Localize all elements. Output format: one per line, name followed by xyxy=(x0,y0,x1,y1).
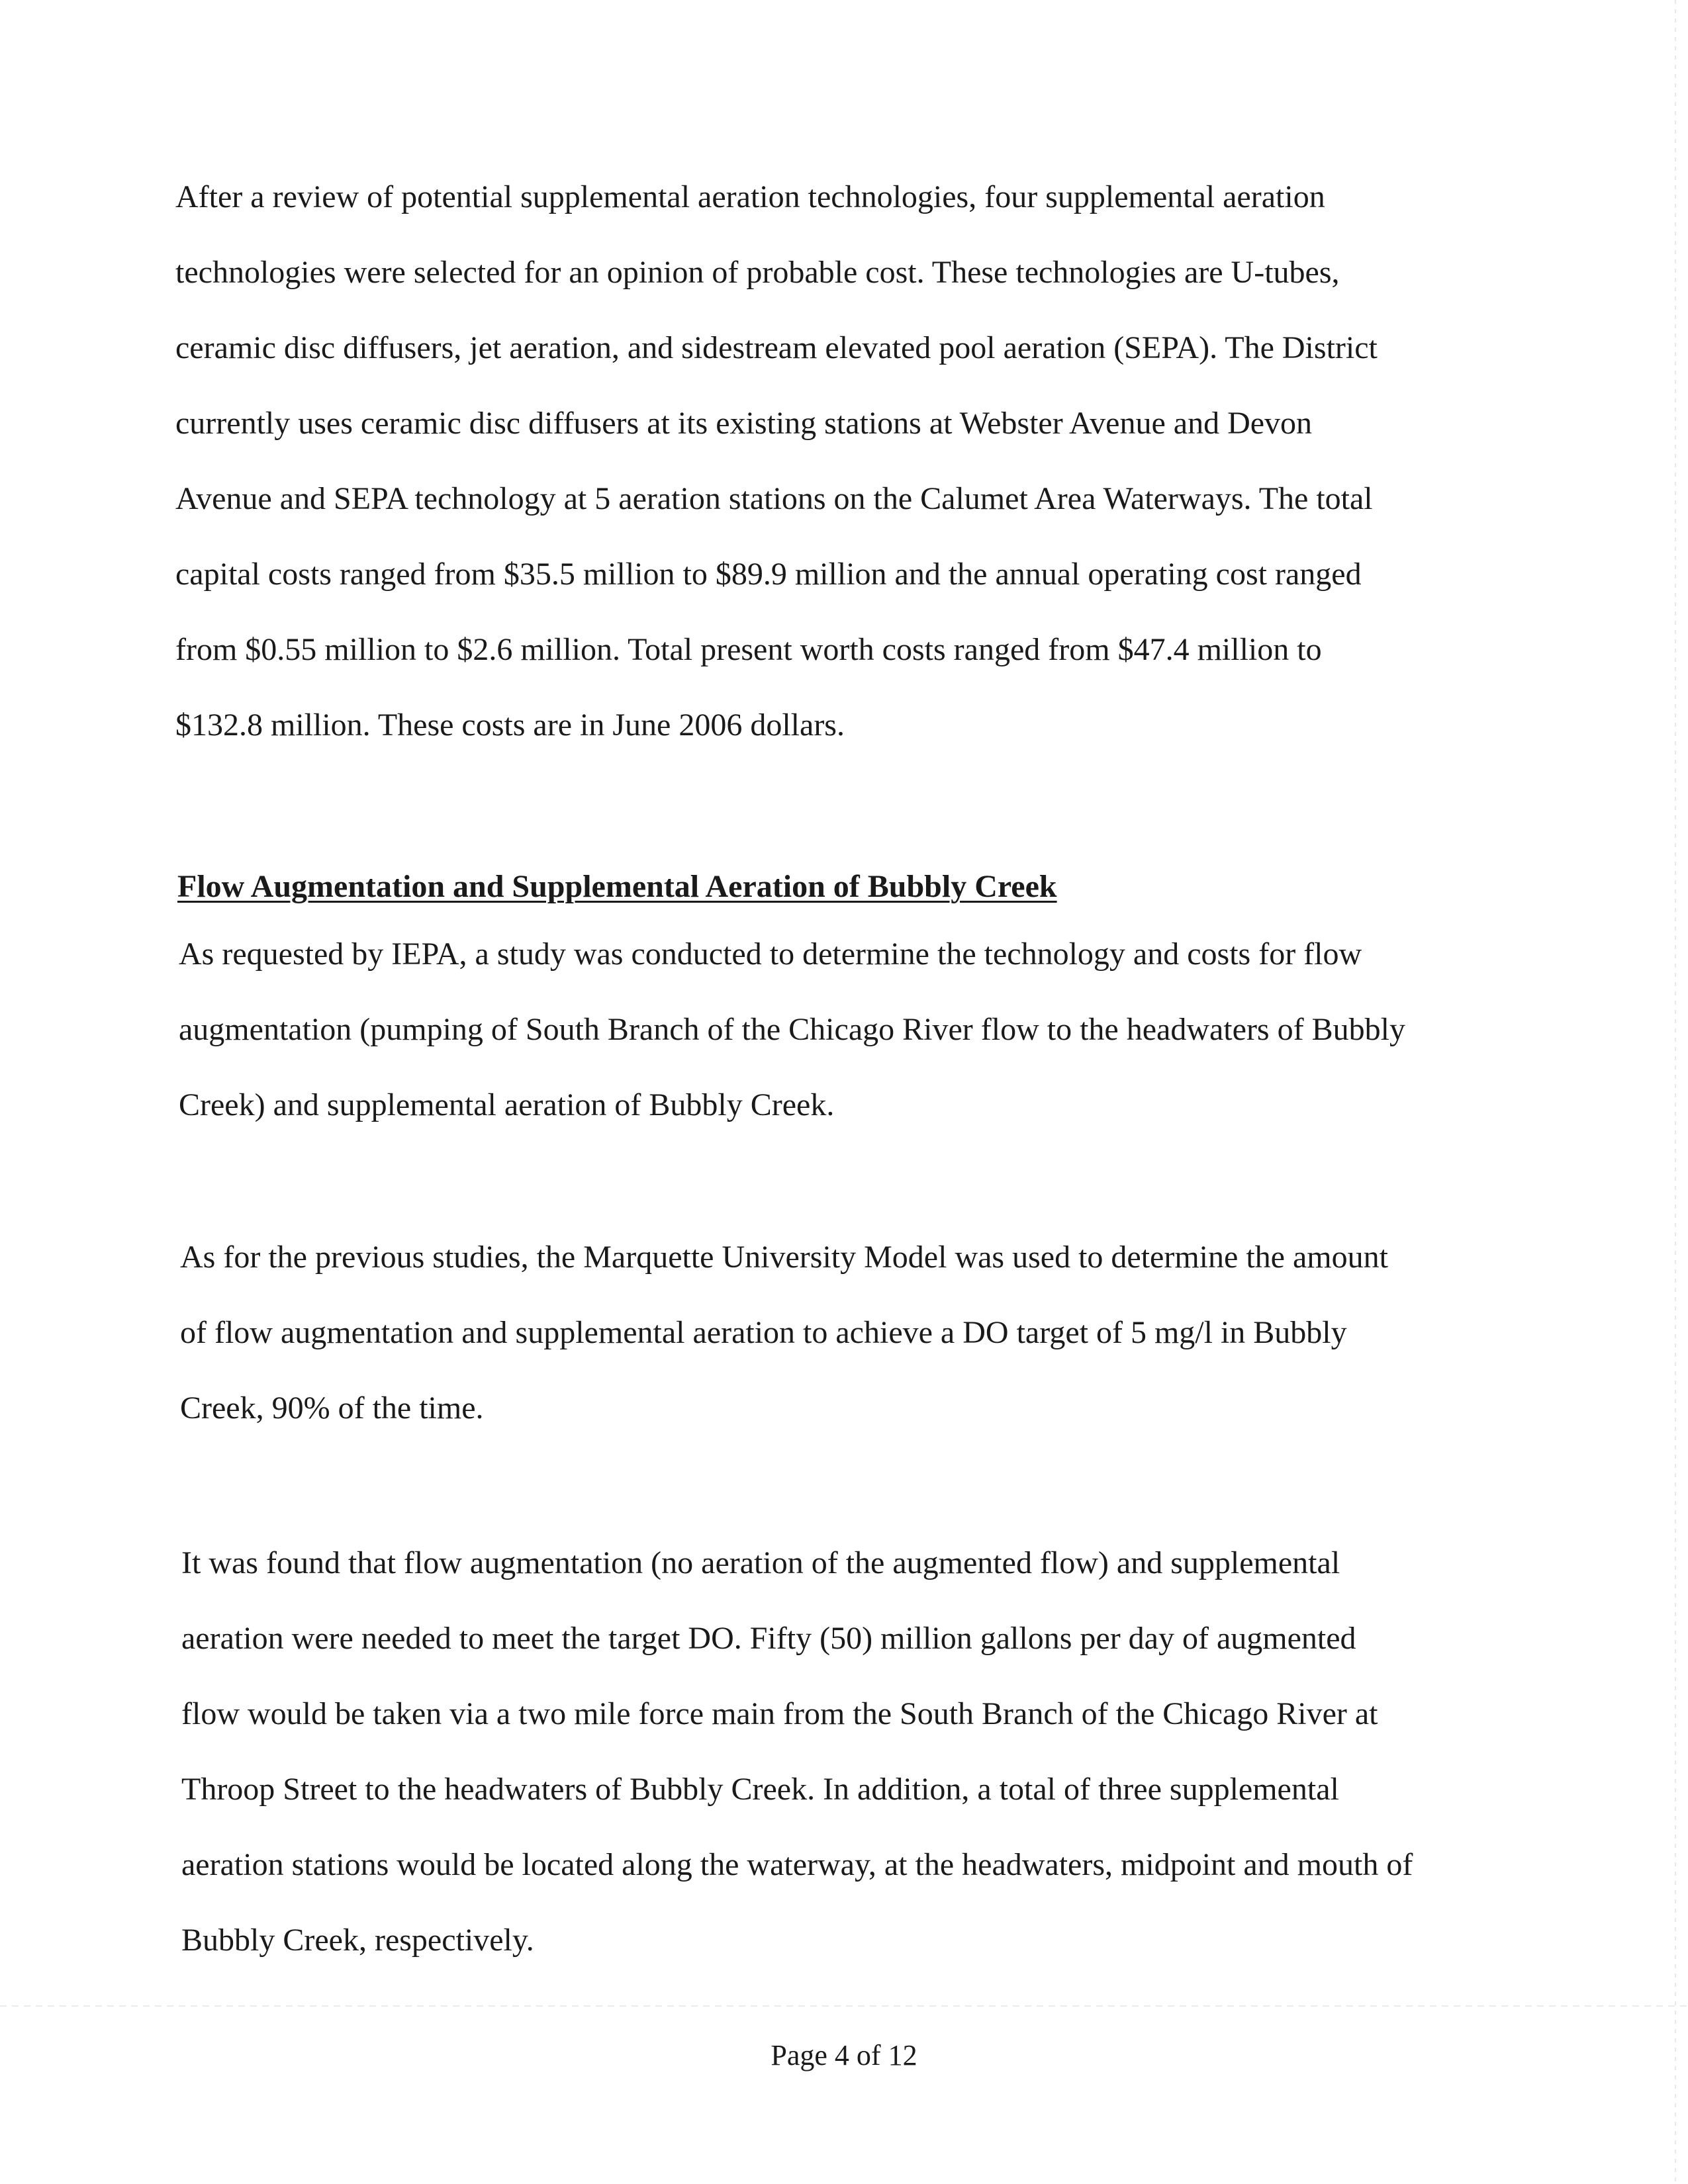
paragraph-line: capital costs ranged from $35.5 million to $89.9 million and the annual operating cost ranged xyxy=(175,557,1362,592)
paragraph-line: After a review of potential supplemental aeration technologies, four supplemental aeration xyxy=(175,179,1325,214)
paragraph-line: As requested by IEPA, a study was conducted to determine the technology and costs for flow xyxy=(179,936,1362,972)
paragraph-line: Throop Street to the headwaters of Bubbly Creek. In addition, a total of three supplemental xyxy=(181,1772,1339,1807)
paragraph-line: Avenue and SEPA technology at 5 aeration stations on the Calumet Area Waterways. The total xyxy=(175,481,1373,516)
page-number: Page 4 of 12 xyxy=(771,2039,917,2071)
paragraph-line: from $0.55 million to $2.6 million. Total present worth costs ranged from $47.4 million to xyxy=(175,632,1322,667)
paragraph-line: $132.8 million. These costs are in June 2006 dollars. xyxy=(175,707,845,743)
paragraph-line: Creek, 90% of the time. xyxy=(180,1390,484,1426)
paragraph-line: ceramic disc diffusers, jet aeration, and sidestream elevated pool aeration (SEPA). The District xyxy=(175,330,1378,365)
paragraph-line: augmentation (pumping of South Branch of the Chicago River flow to the headwaters of Bubbly xyxy=(179,1012,1405,1047)
paragraph-line: of flow augmentation and supplemental aeration to achieve a DO target of 5 mg/l in Bubbly xyxy=(180,1315,1347,1350)
scan-rule-mark xyxy=(0,2005,1688,2007)
paragraph-line: aeration stations would be located along the waterway, at the headwaters, midpoint and mouth of xyxy=(181,1847,1413,1882)
paragraph-line: aeration were needed to meet the target DO. Fifty (50) million gallons per day of augmented xyxy=(181,1621,1356,1656)
section-heading: Flow Augmentation and Supplemental Aeration of Bubbly Creek xyxy=(177,869,1057,904)
paragraph-line: Bubbly Creek, respectively. xyxy=(181,1923,534,1958)
paragraph-line: It was found that flow augmentation (no aeration of the augmented flow) and supplemental xyxy=(181,1545,1340,1580)
paragraph-line: flow would be taken via a two mile force main from the South Branch of the Chicago River at xyxy=(181,1696,1378,1731)
paragraph-line: Creek) and supplemental aeration of Bubbly Creek. xyxy=(179,1087,835,1122)
scan-edge-mark xyxy=(1675,0,1676,2184)
paragraph-line: As for the previous studies, the Marquette University Model was used to determine the amount xyxy=(180,1240,1388,1275)
paragraph-line: technologies were selected for an opinion of probable cost. These technologies are U-tubes, xyxy=(175,255,1340,290)
paragraph-line: currently uses ceramic disc diffusers at its existing stations at Webster Avenue and Devon xyxy=(175,406,1313,441)
